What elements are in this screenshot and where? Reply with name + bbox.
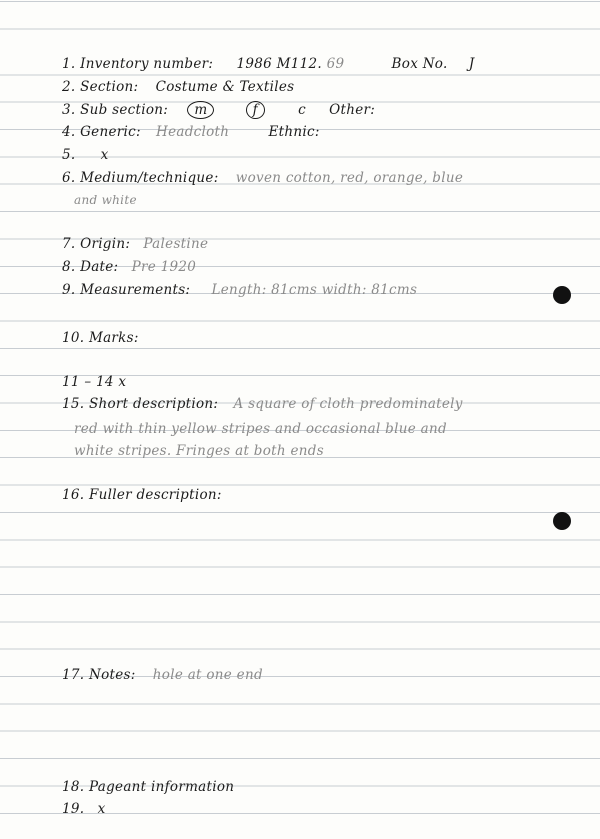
field-inventory-number <box>62 56 475 72</box>
sub-section-other: Other: <box>329 102 376 118</box>
generic-value: Headcloth <box>156 124 230 140</box>
box-number-value: J <box>468 56 475 72</box>
medium-technique-value: woven cotton, red, orange, blue <box>235 170 464 186</box>
inventory-number-suffix: 69 <box>326 56 345 72</box>
punch-hole-top <box>553 286 571 304</box>
inventory-number-value: 1986 M112. <box>236 56 322 72</box>
sub-section-option-c: c <box>298 102 306 118</box>
field-medium-technique <box>62 170 463 186</box>
field-5 <box>62 147 109 163</box>
short-description-label: 15. Short description: <box>62 396 219 412</box>
date-label: 8. Date: <box>62 259 119 275</box>
notes-label: 17. Notes: <box>62 667 136 683</box>
origin-value: Palestine <box>143 236 209 252</box>
measurements-label: 9. Measurements: <box>62 282 191 298</box>
field-fuller-description <box>62 487 222 503</box>
origin-label: 7. Origin: <box>62 236 131 252</box>
field-11-14 <box>62 374 126 390</box>
medium-technique-label: 6. Medium/technique: <box>62 170 219 186</box>
measurements-value: Length: 81cms width: 81cms <box>211 282 418 298</box>
field-generic <box>62 124 320 140</box>
field-measurements <box>62 282 417 298</box>
field-short-description <box>62 396 463 412</box>
field-19-label: 19. <box>62 801 85 817</box>
field-5-value: x <box>100 147 109 163</box>
box-number-label: Box No. <box>391 56 448 72</box>
sub-section-option-m: m <box>187 101 214 119</box>
section-label: 2. Section: <box>62 79 139 95</box>
ethnic-label: Ethnic: <box>268 124 320 140</box>
punch-hole-bottom <box>553 512 571 530</box>
pageant-information-label: 18. Pageant information <box>62 779 235 795</box>
field-pageant-information <box>62 779 234 795</box>
notes-value: hole at one end <box>152 667 263 683</box>
field-notes <box>62 667 263 683</box>
medium-technique-value-cont: and white <box>74 193 137 207</box>
field-5-label: 5. <box>62 147 76 163</box>
inventory-number-label: 1. Inventory number: <box>62 56 214 72</box>
date-value: Pre 1920 <box>131 259 197 275</box>
field-11-14-label: 11 – 14 x <box>62 374 127 390</box>
section-value: Costume & Textiles <box>155 79 295 95</box>
field-19-value: x <box>97 801 106 817</box>
sub-section-label: 3. Sub section: <box>62 102 169 118</box>
field-origin <box>62 236 208 252</box>
short-description-line-2: red with thin yellow stripes and occasional blue and <box>74 421 447 437</box>
generic-label: 4. Generic: <box>62 124 141 140</box>
sub-section-option-f: f <box>246 101 265 119</box>
field-19 <box>62 801 105 817</box>
marks-label: 10. Marks: <box>62 330 139 346</box>
field-sub-section <box>62 101 375 119</box>
field-section <box>62 79 294 95</box>
short-description-line-3: white stripes. Fringes at both ends <box>74 443 324 459</box>
fuller-description-label: 16. Fuller description: <box>62 487 222 503</box>
field-date <box>62 259 196 275</box>
field-marks <box>62 330 139 346</box>
short-description-line-1: A square of cloth predominately <box>233 396 463 412</box>
